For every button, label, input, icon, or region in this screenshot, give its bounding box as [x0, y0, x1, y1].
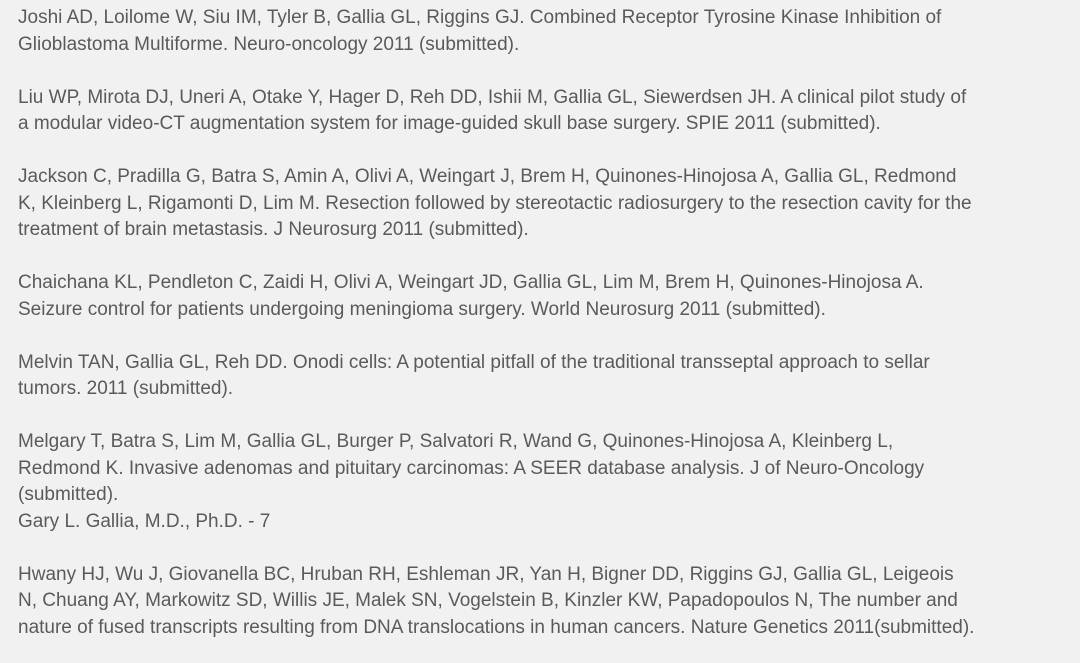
- reference-line: a modular video-CT augmentation system for image-guided skull base surgery. SPIE 2011 (submitted).: [18, 113, 881, 134]
- reference-line: Chaichana KL, Pendleton C, Zaidi H, Olivi A, Weingart JD, Gallia GL, Lim M, Brem H, Quinones-Hinojosa A.: [18, 272, 924, 293]
- reference-entry: [18, 429, 1066, 535]
- reference-line: Liu WP, Mirota DJ, Uneri A, Otake Y, Hager D, Reh DD, Ishii M, Gallia GL, Siewerdsen JH. A clinical pilot study of: [18, 86, 967, 108]
- reference-line: Seizure control for patients undergoing meningioma surgery. World Neurosurg 2011 (submitted).: [18, 298, 826, 320]
- reference-line: Melvin TAN, Gallia GL, Reh DD. Onodi cells: A potential pitfall of the traditional transseptal approach to sellar: [18, 351, 930, 373]
- reference-line: Glioblastoma Multiforme. Neuro-oncology 2011 (submitted).: [18, 33, 520, 55]
- reference-entry: [18, 5, 1066, 58]
- reference-line: (submitted).: [18, 484, 119, 505]
- reference-entry: [18, 270, 1066, 323]
- reference-line: K, Kleinberg L, Rigamonti D, Lim M. Resection followed by stereotactic radiosurgery to the resection cavity for the: [18, 192, 972, 214]
- reference-line: Melgary T, Batra S, Lim M, Gallia GL, Burger P, Salvatori R, Wand G, Quinones-Hinojosa A, Kleinberg L,: [18, 431, 894, 452]
- reference-entry: [18, 164, 1066, 244]
- page-footer: Gary L. Gallia, M.D., Ph.D. - 7: [18, 510, 271, 532]
- reference-entry: [18, 562, 1066, 642]
- reference-line: N, Chuang AY, Markowitz SD, Willis JE, Malek SN, Vogelstein B, Kinzler KW, Papadopoulos N, The number and: [18, 590, 958, 611]
- reference-line: Joshi AD, Loilome W, Siu IM, Tyler B, Gallia GL, Riggins GJ. Combined Receptor Tyrosine Kinase Inhibition of: [18, 7, 942, 28]
- reference-entry: [18, 85, 1066, 138]
- reference-line: nature of fused transcripts resulting from DNA translocations in human cancers. Nature Genetics 2011(submitted).: [18, 616, 975, 638]
- reference-line: Redmond K. Invasive adenomas and pituitary carcinomas: A SEER database analysis. J of Neuro-Oncology: [18, 457, 925, 479]
- reference-line: treatment of brain metastasis. J Neurosurg 2011 (submitted).: [18, 219, 529, 240]
- reference-line: Jackson C, Pradilla G, Batra S, Amin A, Olivi A, Weingart J, Brem H, Quinones-Hinojosa A, Gallia GL, Redmond: [18, 166, 957, 187]
- reference-line: tumors. 2011 (submitted).: [18, 378, 234, 399]
- reference-entry: [18, 350, 1066, 403]
- reference-line: Hwany HJ, Wu J, Giovanella BC, Hruban RH, Eshleman JR, Yan H, Bigner DD, Riggins GJ, Gallia GL, Leigeois: [18, 563, 954, 585]
